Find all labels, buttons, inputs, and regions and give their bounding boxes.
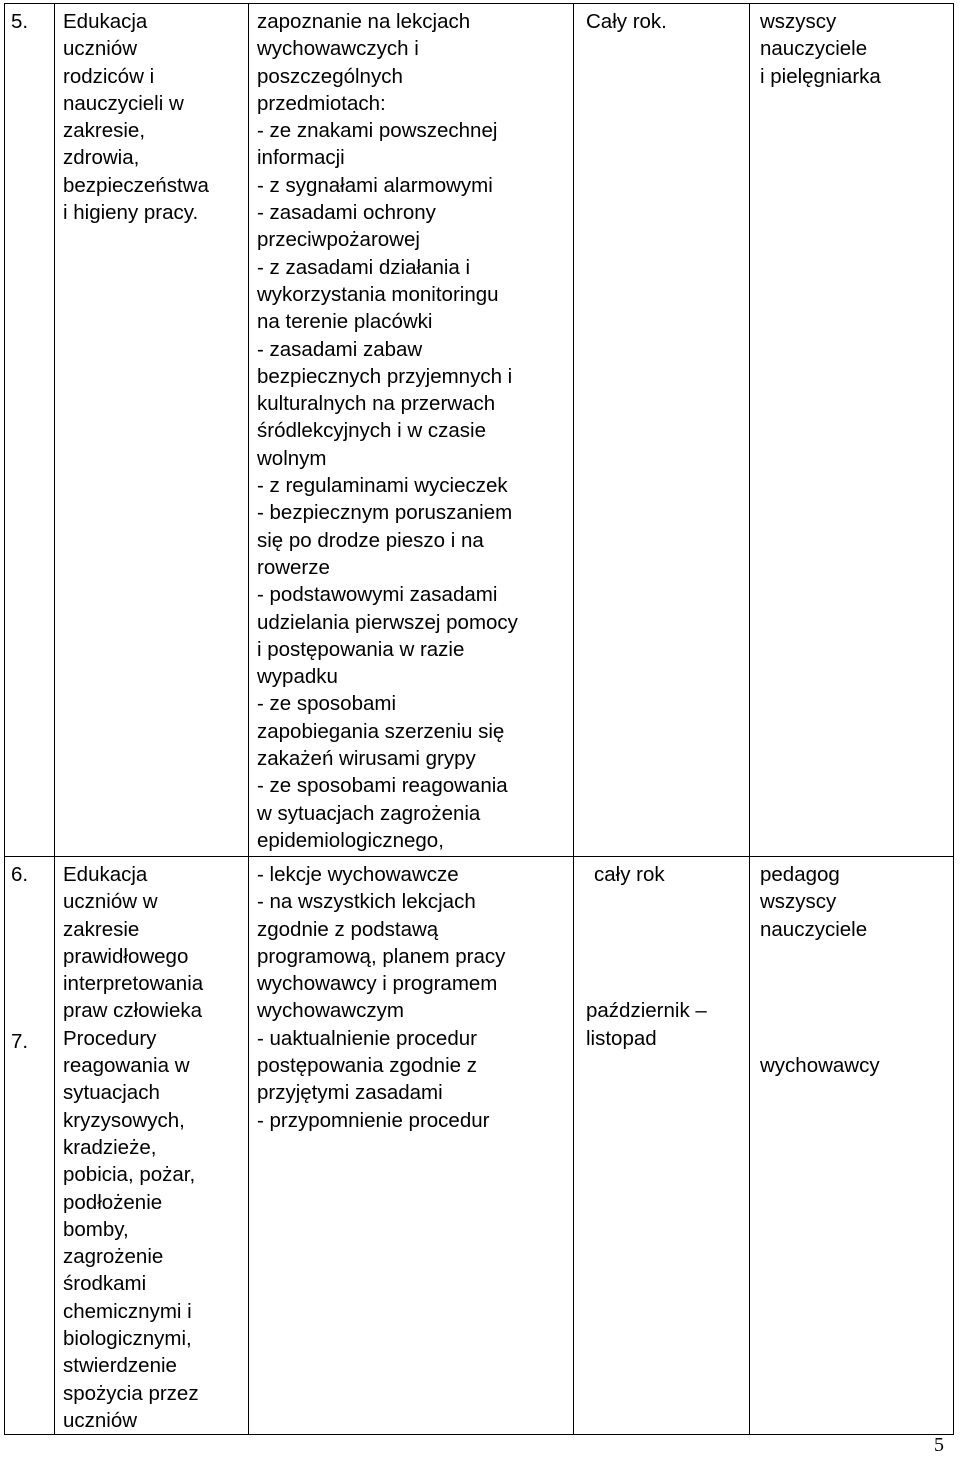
forms-cell (249, 857, 574, 1435)
text-line: stwierdzenie (63, 1354, 177, 1378)
text-line: interpretowania (63, 972, 204, 996)
text-line: - podstawowymi zasadami (257, 583, 498, 607)
text-line: informacji (257, 146, 345, 170)
text-line: epidemiologicznego, (257, 828, 444, 852)
row-number: 5. (11, 10, 29, 33)
text-line: i pielęgniarka (760, 64, 881, 88)
page-number: 5 (934, 1434, 944, 1456)
plan-table (4, 3, 954, 1435)
responsible-text (750, 4, 953, 90)
text-line: - z zasadami działania i (257, 255, 471, 279)
text-line: wykorzystania monitoringu (257, 282, 499, 306)
text-line: Edukacja (63, 863, 148, 886)
text-line: wszyscy (760, 10, 837, 33)
text-line: - ze sposobami reagowania (257, 774, 508, 798)
responsible-cell (750, 4, 954, 857)
text-line: - lekcje wychowawcze (257, 863, 459, 886)
text-line: przyjętymi zasadami (257, 1081, 443, 1105)
row-number-7: 7. (11, 1030, 29, 1054)
table-row (5, 857, 954, 1435)
task-cell (55, 857, 249, 1435)
forms-text (249, 857, 573, 1134)
text-line: nauczycieli w (63, 91, 184, 115)
text-line: Edukacja (63, 10, 148, 33)
table-row (5, 4, 954, 857)
text-line: chemicznymi i (63, 1299, 192, 1323)
text-line: - zasadami zabaw (257, 337, 423, 361)
text-line: - ze znakami powszechnej (257, 119, 498, 143)
text-line: nauczyciele (760, 37, 868, 61)
text-line: i postępowania w razie (257, 637, 465, 661)
text-line: przedmiotach: (257, 91, 386, 115)
term-text-6: cały rok (594, 863, 665, 886)
row-number-cell (5, 857, 55, 1435)
text-line: reagowania w (63, 1054, 190, 1078)
text-line: - przypomnienie procedur (257, 1108, 490, 1132)
text-line: zdrowia, (63, 146, 140, 170)
task-cell (55, 4, 249, 857)
text-line: udzielania pierwszej pomocy (257, 610, 518, 634)
text-line: uczniów (63, 37, 138, 61)
text-line: - ze sposobami (257, 692, 397, 716)
text-line: śródlekcyjnych i w czasie (257, 419, 486, 443)
text-line: wypadku (257, 665, 338, 689)
term-cell (574, 857, 750, 1435)
task-text (55, 4, 248, 226)
text-line: się po drodze pieszo i na (257, 528, 484, 552)
text-line: kulturalnych na przerwach (257, 392, 496, 416)
text-line: programową, planem pracy (257, 944, 506, 968)
forms-text (249, 4, 573, 854)
text-line: zapoznanie na lekcjach (257, 10, 471, 33)
text-line: kryzysowych, (63, 1108, 185, 1132)
term-text: Cały rok. (586, 10, 667, 33)
text-line: - uaktualnienie procedur (257, 1026, 477, 1050)
text-line: prawidłowego (63, 944, 189, 968)
text-line: zakresie, (63, 119, 146, 143)
text-line: biologicznymi, (63, 1327, 192, 1351)
responsible-cell (750, 857, 954, 1435)
text-line: przeciwpożarowej (257, 228, 420, 252)
text-line: listopad (586, 1026, 657, 1050)
text-line: zgodnie z podstawą (257, 917, 439, 941)
text-line: i higieny pracy. (63, 201, 199, 225)
text-line: wolnym (257, 446, 327, 470)
text-line: Procedury (63, 1026, 157, 1050)
text-line: praw człowieka (63, 999, 202, 1023)
text-line: nauczyciele (760, 917, 868, 941)
text-line: - bezpiecznym poruszaniem (257, 501, 513, 525)
term-cell (574, 4, 750, 857)
text-line: zagrożenie (63, 1245, 164, 1269)
text-line: rodziców i (63, 64, 155, 88)
text-line: - zasadami ochrony (257, 201, 436, 225)
text-line: październik – (586, 999, 707, 1023)
text-line: pedagog (760, 863, 840, 886)
text-line: na terenie placówki (257, 310, 433, 334)
text-line: bezpieczeństwa (63, 173, 209, 197)
text-line: bomby, (63, 1217, 129, 1241)
forms-cell (249, 4, 574, 857)
text-line: wychowawczym (257, 999, 404, 1023)
responsible-text-7: wychowawcy (760, 1053, 880, 1077)
text-line: - na wszystkich lekcjach (257, 890, 476, 914)
row-number-cell (5, 4, 55, 857)
text-line: środkami (63, 1272, 147, 1296)
text-line: uczniów (63, 1408, 138, 1432)
text-line: sytuacjach (63, 1081, 160, 1105)
text-line: - z regulaminami wycieczek (257, 474, 508, 498)
text-line: w sytuacjach zagrożenia (257, 801, 481, 825)
text-line: zakażeń wirusami grypy (257, 747, 476, 771)
text-line: wychowawcy i programem (257, 972, 498, 996)
text-line: podłożenie (63, 1190, 163, 1214)
task-text (55, 857, 248, 1434)
text-line: uczniów w (63, 890, 158, 914)
text-line: zakresie (63, 917, 140, 941)
text-line: zapobiegania szerzeniu się (257, 719, 505, 743)
row-number-6: 6. (11, 863, 29, 886)
responsible-text-6 (750, 857, 953, 943)
text-line: - z sygnałami alarmowymi (257, 173, 493, 197)
text-line: postępowania zgodnie z (257, 1054, 477, 1078)
text-line: pobicia, pożar, (63, 1163, 196, 1187)
text-line: wszyscy (760, 890, 837, 914)
text-line: rowerze (257, 555, 330, 579)
text-line: spożycia przez (63, 1381, 199, 1405)
text-line: wychowawczych i (257, 37, 419, 61)
text-line: bezpiecznych przyjemnych i (257, 364, 513, 388)
text-line: kradzieże, (63, 1135, 157, 1159)
term-text-7 (574, 997, 749, 1052)
text-line: poszczególnych (257, 64, 403, 88)
